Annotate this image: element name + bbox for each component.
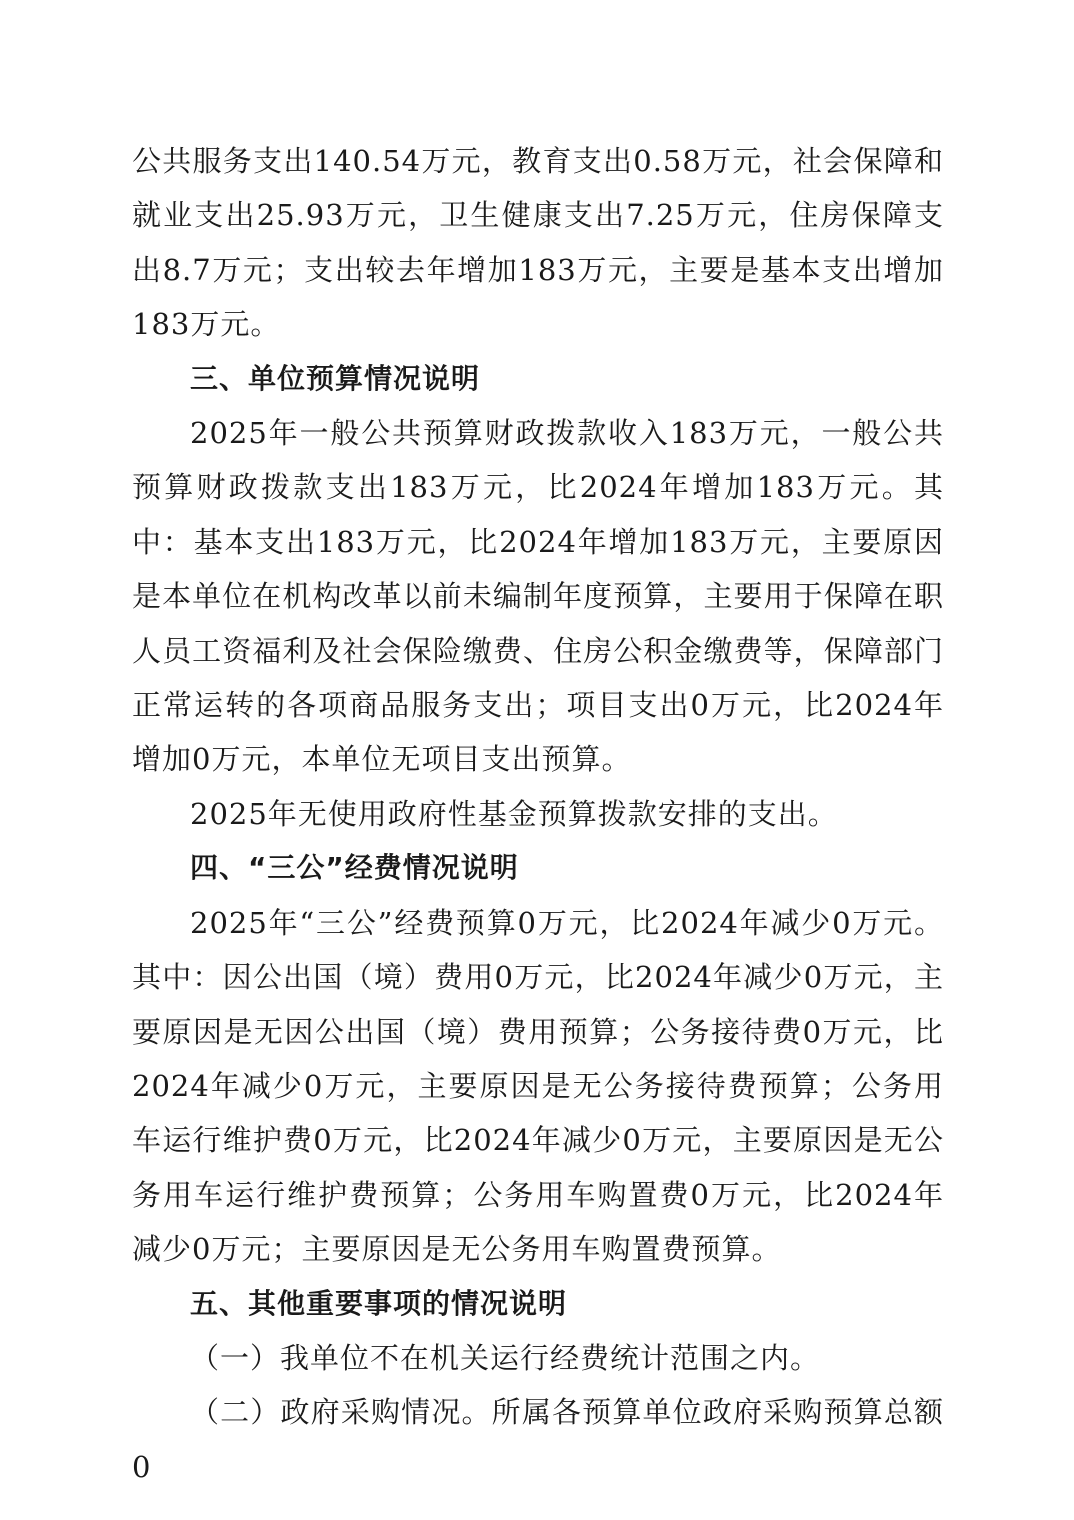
section-heading-other-matters: 五、其他重要事项的情况说明: [190, 1286, 568, 1320]
paragraph-other-matters-1: （一）我单位不在机关运行经费统计范围之内。: [190, 1340, 821, 1375]
paragraph-government-fund: 2025年无使用政府性基金预算拨款安排的支出。: [190, 796, 838, 831]
paragraph-unit-budget: 2025年一般公共预算财政拨款收入183万元，一般公共预算财政拨款支出183万元，比2024年增加183万元。其中：基本支出183万元，比2024年增加183万元，主要原因是本单位在机构改革以前未编制年度预算，主要用于保障在职人员工资福利及社会保险缴费、住房公积金缴费等，保障部门正常运转的各项商品服务支出；项目支出0万元，比2024年增加0万元，本单位无项目支出预算。: [132, 416, 944, 777]
section-heading-three-public: 四、“三公”经费情况说明: [190, 851, 519, 885]
section-heading-unit-budget: 三、单位预算情况说明: [190, 361, 481, 395]
paragraph-other-matters-2: （二）政府采购情况。所属各预算单位政府采购预算总额0: [132, 1395, 944, 1484]
document-body: [132, 134, 944, 1494]
paragraph-expenditure-summary: 公共服务支出140.54万元，教育支出0.58万元，社会保障和就业支出25.93万元，卫生健康支出7.25万元，住房保障支出8.7万元；支出较去年增加183万元，主要是基本支出增加183万元。: [132, 144, 944, 342]
paragraph-three-public: 2025年“三公”经费预算0万元，比2024年减少0万元。其中：因公出国（境）费用0万元，比2024年减少0万元，主要原因是无因公出国（境）费用预算；公务接待费0万元，比2024年减少0万元，主要原因是无公务接待费预算；公务用车运行维护费0万元，比2024年减少0万元，主要原因是无公务用车运行维护费预算；公务用车购置费0万元，比2024年减少0万元；主要原因是无公务用车购置费预算。: [132, 905, 944, 1267]
